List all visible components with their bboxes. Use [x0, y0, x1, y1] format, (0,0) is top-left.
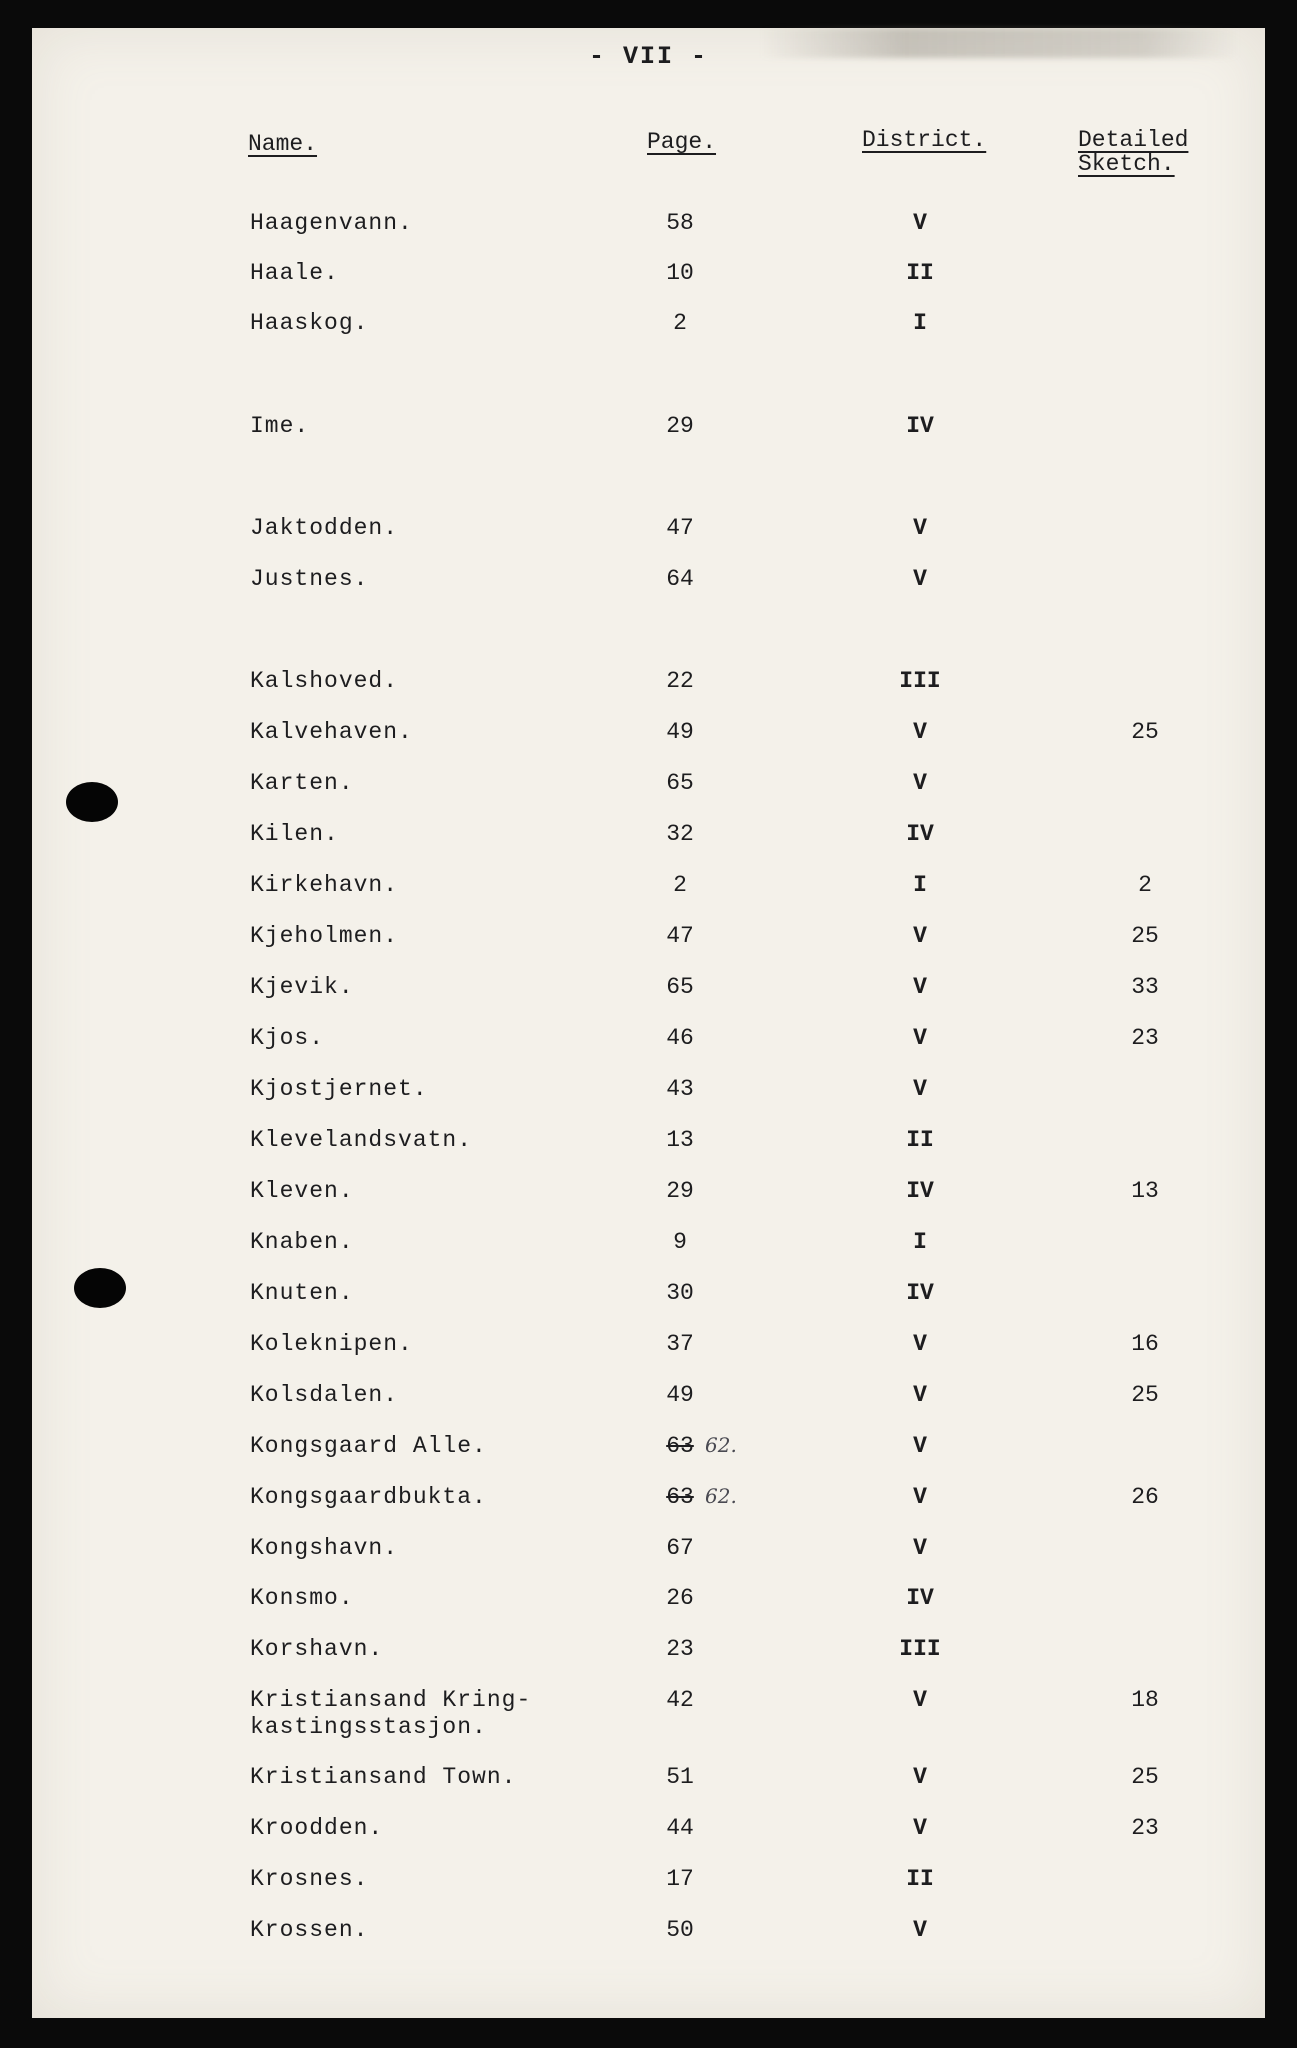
entry-district: V [913, 1764, 927, 1790]
entry-page: 9 [673, 1229, 687, 1255]
entry-name [250, 210, 610, 237]
entry-district: I [913, 1229, 927, 1255]
entry-district: IV [906, 1280, 934, 1306]
entry-name [250, 566, 610, 593]
header-name: Name. [248, 131, 318, 157]
entry-sketch: 13 [1131, 1178, 1159, 1204]
entry-name [250, 719, 610, 746]
entry-page: 32 [666, 821, 694, 847]
entry-district: I [913, 310, 927, 336]
entry-name-line: Kirkehavn. [250, 872, 399, 898]
header-detailed-sketch [1078, 128, 1208, 176]
entry-district: V [913, 210, 927, 236]
entry-district: V [913, 1025, 927, 1051]
entry-name [250, 1484, 610, 1511]
entry-name [250, 821, 610, 848]
entry-district: V [913, 1917, 927, 1943]
entry-name-line: Kalshoved. [250, 668, 399, 694]
entry-name [250, 260, 610, 287]
entry-page: 2 [673, 872, 687, 898]
entry-name [250, 770, 610, 797]
entry-district: V [913, 1687, 927, 1713]
entry-page: 63 [666, 1433, 694, 1459]
entry-district: IV [906, 1178, 934, 1204]
entry-page: 23 [666, 1636, 694, 1662]
entry-page: 50 [666, 1917, 694, 1943]
entry-name [250, 1433, 610, 1460]
entry-page: 65 [666, 770, 694, 796]
header-page: Page. [647, 129, 717, 155]
entry-name [250, 923, 610, 950]
entry-sketch: 25 [1131, 923, 1159, 949]
entry-name-line: Kongsgaardbukta. [250, 1484, 487, 1510]
entry-name [250, 1815, 610, 1842]
entry-district: I [913, 872, 927, 898]
punch-hole-bottom [74, 1268, 126, 1308]
entry-page: 42 [666, 1687, 694, 1713]
entry-district: IV [906, 1585, 934, 1611]
entry-page: 43 [666, 1076, 694, 1102]
entry-name [250, 413, 610, 440]
entry-name-line: Klevelandsvatn. [250, 1127, 473, 1153]
entry-name [250, 1585, 610, 1612]
entry-name-line: Krossen. [250, 1917, 369, 1943]
entry-name-line: Kongshavn. [250, 1535, 399, 1561]
entry-district: V [913, 719, 927, 745]
entry-district: V [913, 1382, 927, 1408]
entry-name-line: Kjostjernet. [250, 1076, 428, 1102]
entry-name-line: Karten. [250, 770, 354, 796]
entry-name-line: Kristiansand Kring- [250, 1687, 532, 1713]
entry-page: 10 [666, 260, 694, 286]
entry-name-line: Krosnes. [250, 1866, 369, 1892]
entry-name [250, 1178, 610, 1205]
entry-sketch: 18 [1131, 1687, 1159, 1713]
entry-name [250, 1382, 610, 1409]
entry-district: V [913, 566, 927, 592]
entry-district: V [913, 1076, 927, 1102]
entry-name [250, 1687, 610, 1741]
entry-page: 2 [673, 310, 687, 336]
entry-sketch: 25 [1131, 1764, 1159, 1790]
entry-page: 13 [666, 1127, 694, 1153]
entry-name [250, 1764, 610, 1791]
entry-name-line: Kalvehaven. [250, 719, 413, 745]
entry-district: V [913, 974, 927, 1000]
entry-page: 58 [666, 210, 694, 236]
entry-name [250, 1280, 610, 1307]
entry-name-line: Kristiansand Town. [250, 1764, 517, 1790]
entry-district: III [899, 668, 941, 694]
entry-sketch: 23 [1131, 1025, 1159, 1051]
entry-district: V [913, 1331, 927, 1357]
entry-page: 49 [666, 719, 694, 745]
entry-page: 47 [666, 923, 694, 949]
entry-district: IV [906, 821, 934, 847]
entry-name [250, 872, 610, 899]
entry-name [250, 310, 610, 337]
entry-page: 44 [666, 1815, 694, 1841]
entry-page: 29 [666, 413, 694, 439]
entry-page: 63 [666, 1484, 694, 1510]
entry-page: 26 [666, 1585, 694, 1611]
entry-page: 49 [666, 1382, 694, 1408]
page-number: - VII - [588, 42, 709, 71]
entry-page: 30 [666, 1280, 694, 1306]
entry-district: II [906, 1127, 934, 1153]
entry-name [250, 668, 610, 695]
entry-district: V [913, 1433, 927, 1459]
entry-page: 22 [666, 668, 694, 694]
entry-page: 17 [666, 1866, 694, 1892]
handwritten-correction: 62. [705, 1433, 737, 1457]
punch-hole-top [66, 782, 118, 822]
entry-sketch: 33 [1131, 974, 1159, 1000]
header-sketch-line2: Sketch. [1078, 151, 1175, 177]
entry-name-line: Knuten. [250, 1280, 354, 1306]
header-sketch-line1: Detailed [1078, 127, 1189, 153]
entry-name-line: Haaskog. [250, 310, 369, 336]
entry-name-line: Haale. [250, 260, 339, 286]
entry-sketch: 16 [1131, 1331, 1159, 1357]
entry-name-line: Justnes. [250, 566, 369, 592]
entry-sketch: 2 [1138, 872, 1152, 898]
entry-district: II [906, 260, 934, 286]
entry-name-line: Kjevik. [250, 974, 354, 1000]
entry-district: V [913, 1484, 927, 1510]
entry-name-line: Haagenvann. [250, 210, 413, 236]
entry-page: 47 [666, 515, 694, 541]
entry-name-line: Ime. [250, 413, 310, 439]
header-district: District. [862, 127, 987, 153]
entry-name-line: Jaktodden. [250, 515, 399, 541]
entry-district: V [913, 923, 927, 949]
entry-name-line: Kleven. [250, 1178, 354, 1204]
entry-page: 51 [666, 1764, 694, 1790]
entry-name [250, 1331, 610, 1358]
entry-name-line: Koleknipen. [250, 1331, 413, 1357]
entry-page: 64 [666, 566, 694, 592]
entry-page: 37 [666, 1331, 694, 1357]
entry-name [250, 1917, 610, 1944]
entry-page: 65 [666, 974, 694, 1000]
entry-district: II [906, 1866, 934, 1892]
entry-name [250, 1025, 610, 1052]
entry-district: V [913, 515, 927, 541]
entry-page: 29 [666, 1178, 694, 1204]
entry-sketch: 26 [1131, 1484, 1159, 1510]
entry-name-line: Kroodden. [250, 1815, 384, 1841]
entry-name [250, 515, 610, 542]
entry-sketch: 23 [1131, 1815, 1159, 1841]
entry-district: V [913, 1815, 927, 1841]
entry-name-line: Kjos. [250, 1025, 325, 1051]
entry-sketch: 25 [1131, 1382, 1159, 1408]
entry-name [250, 1535, 610, 1562]
entry-name-line: Korshavn. [250, 1636, 384, 1662]
entry-name-line: Kjeholmen. [250, 923, 399, 949]
entry-name-line: Kolsdalen. [250, 1382, 399, 1408]
entry-name-line: Kilen. [250, 821, 339, 847]
entry-page: 46 [666, 1025, 694, 1051]
entry-name-line2: kastingsstasjon. [250, 1714, 487, 1740]
entry-name [250, 1636, 610, 1663]
entry-name-line: Konsmo. [250, 1585, 354, 1611]
entry-district: IV [906, 413, 934, 439]
entry-district: V [913, 1535, 927, 1561]
entry-name [250, 1229, 610, 1256]
entry-district: III [899, 1636, 941, 1662]
entry-name [250, 1866, 610, 1893]
entry-name [250, 1076, 610, 1103]
entry-name [250, 974, 610, 1001]
entry-name-line: Kongsgaard Alle. [250, 1433, 487, 1459]
entry-sketch: 25 [1131, 719, 1159, 745]
entry-page: 67 [666, 1535, 694, 1561]
entry-name-line: Knaben. [250, 1229, 354, 1255]
entry-name [250, 1127, 610, 1154]
handwritten-correction: 62. [705, 1484, 737, 1508]
entry-district: V [913, 770, 927, 796]
